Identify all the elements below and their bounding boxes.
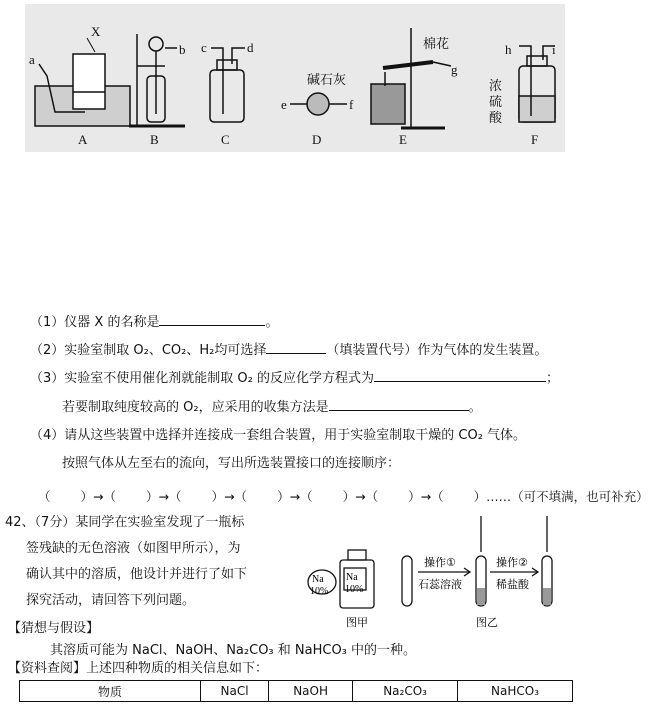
label-na-bottle: Na bbox=[346, 572, 358, 583]
q1-end: 。 bbox=[265, 315, 279, 330]
label-x: X bbox=[91, 24, 101, 39]
label-f: f bbox=[349, 97, 354, 112]
paren-close: ） bbox=[80, 489, 94, 504]
q4b-text: 按照气体从左至右的流向，写出所选装置接口的连接顺序： bbox=[62, 456, 401, 471]
paren-open: （ bbox=[300, 489, 313, 504]
q2-tail: （填装置代号）作为气体的发生装置。 bbox=[326, 343, 548, 358]
apparatus-c bbox=[210, 48, 245, 122]
label-e: e bbox=[281, 97, 287, 112]
label-reagent-1: 石蕊溶液 bbox=[418, 578, 462, 591]
q2-text: （2）实验室制取 O₂、CO₂、H₂均可选择 bbox=[30, 343, 267, 358]
table-header-cell: Na₂CO₃ bbox=[353, 681, 458, 702]
table-header-cell: NaOH bbox=[269, 681, 353, 702]
label-step-2: 操作② bbox=[496, 556, 528, 569]
question-1 bbox=[30, 313, 278, 331]
substance-table bbox=[19, 680, 573, 702]
paren-open: （ bbox=[431, 489, 444, 504]
q42-line-2: 签残缺的无色溶液（如图甲所示），为 bbox=[26, 541, 241, 556]
arrow: → bbox=[289, 489, 301, 504]
caption-right: 图乙 bbox=[476, 616, 498, 629]
label-na-left: Na bbox=[312, 574, 324, 585]
q42-line-4: 探究活动，请回答下列问题。 bbox=[26, 593, 196, 608]
paren-close: ） bbox=[146, 489, 159, 504]
label-apparatus-f: F bbox=[531, 132, 539, 147]
question-4b bbox=[62, 456, 400, 472]
paren-close: ） bbox=[342, 489, 356, 504]
paren-open: （ bbox=[38, 489, 51, 504]
q42-line-3: 确认其中的溶质，他设计并进行了如下 bbox=[26, 567, 248, 582]
question-2 bbox=[30, 341, 547, 359]
table-header-cell: 物质 bbox=[20, 681, 201, 702]
label-apparatus-d: D bbox=[312, 132, 322, 147]
section-hypothesis-title: 【猜想与假设】 bbox=[8, 621, 100, 636]
label-apparatus-c: C bbox=[221, 132, 230, 147]
q4-text: （4）请从这些装置中选择并连接成一套组合装置，用于实验室制取干燥的 CO₂ 气体。 bbox=[30, 428, 527, 443]
reagent-diagram bbox=[290, 512, 560, 630]
q1-answer-blank[interactable] bbox=[159, 313, 265, 326]
label-b: b bbox=[179, 42, 186, 57]
label-g: g bbox=[451, 62, 458, 77]
label-conc-1: 浓 bbox=[489, 78, 503, 93]
label-step-1: 操作① bbox=[424, 556, 456, 569]
label-pct: 10% bbox=[310, 586, 329, 597]
apparatus-a bbox=[35, 38, 130, 126]
label-c: c bbox=[201, 40, 207, 55]
section-reference-title: 【资料查阅】上述四种物质的相关信息如下： bbox=[8, 661, 269, 676]
caption-left: 图甲 bbox=[346, 616, 368, 629]
label-h: h bbox=[505, 42, 512, 57]
question-3 bbox=[30, 369, 559, 387]
label-reagent-2: 稀盐酸 bbox=[496, 578, 529, 591]
apparatus-b bbox=[129, 34, 185, 126]
label-cotton: 棉花 bbox=[423, 36, 450, 51]
paren-open: （ bbox=[103, 489, 117, 504]
paren-close: ） bbox=[473, 489, 487, 504]
paren-close: ） bbox=[408, 489, 421, 504]
label-i: i bbox=[552, 42, 556, 57]
arrow: → bbox=[420, 489, 432, 504]
q3b-answer-blank[interactable] bbox=[329, 398, 469, 411]
label-conc-3: 酸 bbox=[489, 110, 503, 125]
reagent-figure bbox=[290, 512, 560, 630]
q2-answer-blank[interactable] bbox=[266, 341, 326, 354]
q3b-end: 。 bbox=[468, 400, 482, 415]
label-soda-lime: 碱石灰 bbox=[307, 72, 347, 87]
paren-close: ） bbox=[277, 489, 290, 504]
q1-text: （1）仪器 X 的名称是 bbox=[30, 315, 160, 330]
paren-open: （ bbox=[365, 489, 379, 504]
arrow: → bbox=[158, 489, 170, 504]
label-apparatus-e: E bbox=[399, 132, 407, 147]
label-apparatus-a: A bbox=[78, 132, 88, 147]
arrow: → bbox=[93, 489, 104, 504]
arrow: → bbox=[224, 489, 235, 504]
apparatus-diagram bbox=[25, 4, 565, 152]
label-apparatus-b: B bbox=[150, 132, 159, 147]
q3b-text: 若要制取纯度较高的 O₂，应采用的收集方法是 bbox=[62, 400, 329, 415]
chain-tail: ……（可不填满，也可补充） bbox=[486, 489, 649, 504]
table-header-cell: NaHCO₃ bbox=[458, 681, 573, 702]
label-a: a bbox=[29, 52, 35, 67]
label-d: d bbox=[247, 40, 254, 55]
paren-close: ） bbox=[211, 489, 225, 504]
paren-open: （ bbox=[169, 489, 182, 504]
question-4 bbox=[30, 428, 526, 444]
paren-open: （ bbox=[234, 489, 248, 504]
apparatus-figure bbox=[25, 4, 565, 152]
q42-line-1: 42、（7分）某同学在实验室发现了一瓶标 bbox=[5, 515, 245, 530]
question-3b bbox=[62, 398, 482, 416]
section-hypothesis-body: 其溶质可能为 NaCl、NaOH、Na₂CO₃ 和 NaHCO₃ 中的一种。 bbox=[50, 643, 417, 658]
q3-end: ； bbox=[545, 371, 559, 386]
arrow: → bbox=[355, 489, 366, 504]
table-header-cell: NaCl bbox=[201, 681, 269, 702]
connection-sequence bbox=[38, 487, 649, 505]
apparatus-f bbox=[519, 46, 555, 122]
q3-text: （3）实验室不使用催化剂就能制取 O₂ 的反应化学方程式为 bbox=[30, 371, 374, 386]
table-header-row bbox=[20, 681, 573, 702]
apparatus-d bbox=[290, 93, 347, 115]
q3-answer-blank[interactable] bbox=[374, 369, 546, 382]
label-conc-2: 硫 bbox=[489, 94, 503, 109]
label-pct-bottle: 10% bbox=[345, 584, 364, 595]
